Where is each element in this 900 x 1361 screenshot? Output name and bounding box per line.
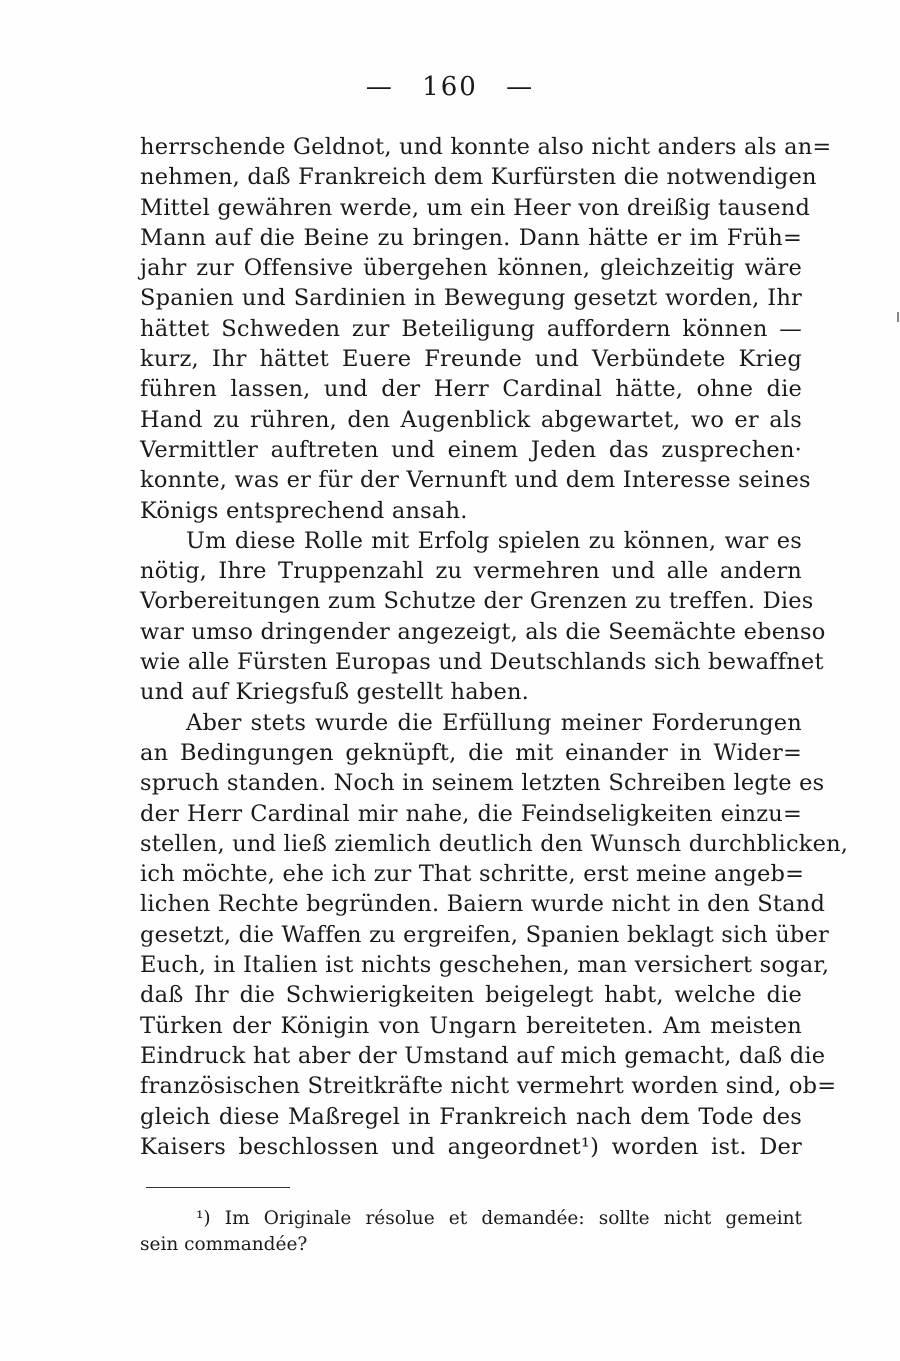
footnote (140, 1206, 802, 1258)
text-line: Mittel gewähren werde, um ein Heer von dreißig tausend (140, 194, 811, 221)
text-line: stellen, und ließ ziemlich deutlich den Wunsch durchblicken, (140, 830, 849, 857)
text-line: kurz, Ihr hättet Euere Freunde und Verbündete Krieg (140, 346, 802, 373)
paragraph-end-line: Königs entsprechend ansah. (140, 497, 468, 524)
text-line: Spanien und Sardinien in Bewegung gesetzt worden, Ihr (140, 285, 802, 312)
text-line: gleich diese Maßregel in Frankreich nach dem Tode des (140, 1103, 802, 1130)
dash-right: — (506, 72, 535, 102)
footnote-line: sein commandée? (140, 1234, 308, 1255)
dash-left: — (365, 72, 394, 102)
text-line: Mann auf die Beine zu bringen. Dann hätte er im Früh= (140, 224, 802, 251)
text-line: Euch, in Italien ist nichts geschehen, man versichert sogar, (140, 952, 830, 979)
text-line: Vermittler auftreten und einem Jeden das zusprechen· (140, 436, 802, 463)
text-line: nehmen, daß Frankreich dem Kurfürsten die notwendigen (140, 164, 817, 191)
text-line: war umso dringender angezeigt, als die Seemächte ebenso (140, 618, 826, 645)
text-line: der Herr Cardinal mir nahe, die Feindseligkeiten einzu= (140, 800, 802, 827)
page-number: 160 (422, 72, 478, 102)
text-line: Eindruck hat aber der Umstand auf mich gemacht, daß die (140, 1042, 826, 1069)
text-line: führen lassen, und der Herr Cardinal hätte, ohne die (140, 376, 802, 403)
paragraph-end-line: und auf Kriegsfuß gestellt haben. (140, 679, 530, 706)
footnote-divider (146, 1187, 290, 1188)
paragraph-start-line: Aber stets wurde die Erfüllung meiner Forderungen (186, 709, 802, 736)
text-line: wie alle Fürsten Europas und Deutschlands sich bewaffnet (140, 649, 824, 676)
footnote-line: ¹) Im Originale résolue et demandée: sollte nicht gemeint (196, 1208, 802, 1229)
text-line: Vorbereitungen zum Schutze der Grenzen zu treffen. Dies (140, 588, 814, 615)
text-line: Türken der Königin von Ungarn bereiteten. Am meisten (140, 1012, 802, 1039)
text-line: ich möchte, ehe ich zur That schritte, erst meine angeb= (140, 861, 805, 888)
text-line: hättet Schweden zur Beteiligung auffordern können — (140, 315, 802, 342)
text-line: gesetzt, die Waffen zu ergreifen, Spanien beklagt sich über (140, 921, 829, 948)
text-line: herrschende Geldnot, und konnte also nicht anders als an= (140, 134, 832, 160)
text-line: daß Ihr die Schwierigkeiten beigelegt habt, welche die (140, 982, 802, 1009)
text-line: Kaisers beschlossen und angeordnet¹) worden ist. Der (140, 1133, 802, 1160)
paragraph-start-line: Um diese Rolle mit Erfolg spielen zu können, war es (186, 527, 802, 554)
page-number-header (0, 72, 900, 102)
body-text (140, 132, 849, 1162)
text-line: nötig, Ihre Truppenzahl zu vermehren und alle andern (140, 558, 802, 585)
text-line: jahr zur Offensive übergehen können, gleichzeitig wäre (140, 255, 802, 282)
text-line: Hand zu rühren, den Augenblick abgewartet, wo er als (140, 406, 802, 433)
text-line: französischen Streitkräfte nicht vermehrt worden sind, ob= (140, 1073, 837, 1100)
text-line: konnte, was er für der Vernunft und dem Interesse seines (140, 467, 811, 494)
text-line: an Bedingungen geknüpft, die mit einander in Wider= (140, 739, 802, 766)
text-line: spruch standen. Noch in seinem letzten Schreiben legte es (140, 770, 825, 797)
text-line: lichen Rechte begründen. Baiern wurde nicht in den Stand (140, 891, 826, 918)
margin-mark (897, 312, 899, 322)
